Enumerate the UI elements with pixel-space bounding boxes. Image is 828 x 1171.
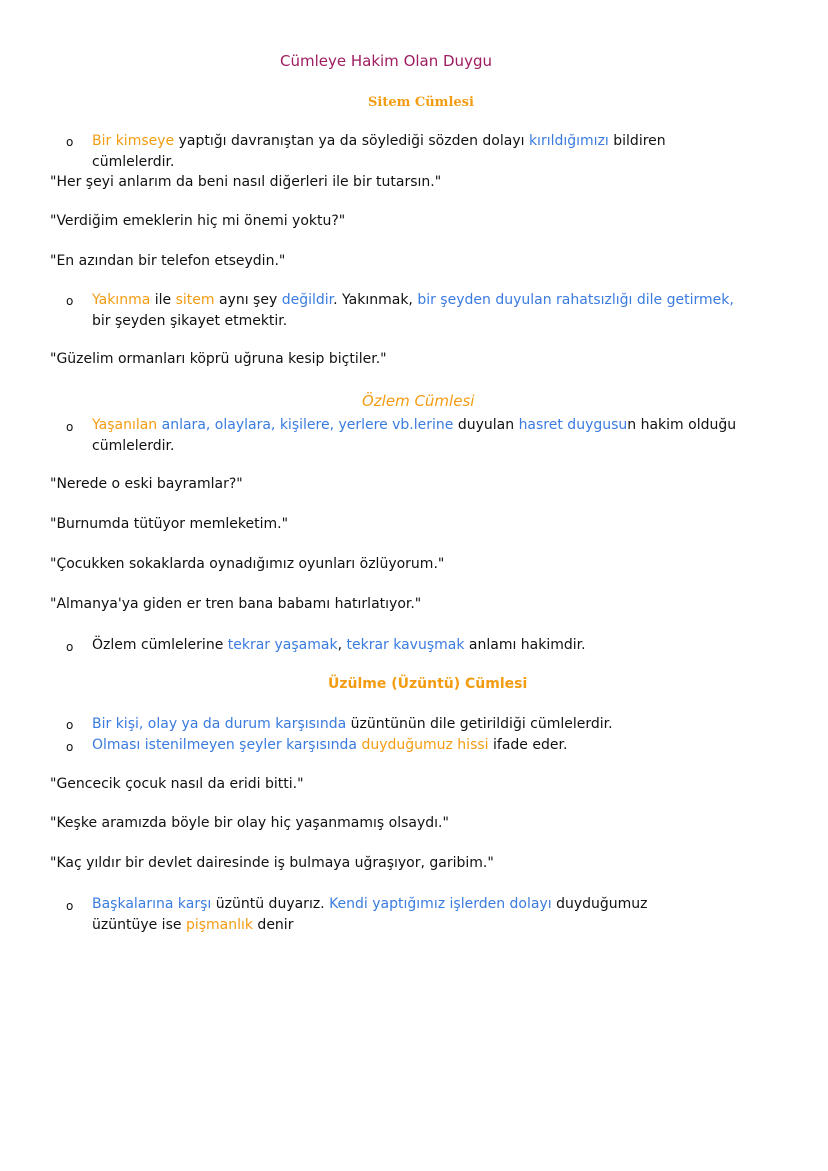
highlight-text: sitem	[175, 292, 215, 308]
highlight-text: Başkalarına karşı	[92, 896, 212, 912]
highlight-text: değildir	[281, 292, 334, 308]
example-quote: "Burnumda tütüyor memleketim."	[50, 516, 289, 532]
example-quote: "En azından bir telefon etseydin."	[50, 253, 286, 269]
example-quote: "Her şeyi anlarım da beni nasıl diğerleri ile bir tutarsın."	[50, 174, 442, 190]
example-quote: "Keşke aramızda böyle bir olay hiç yaşanmamış olsaydı."	[50, 815, 449, 831]
bullet-marker: o	[66, 640, 74, 654]
bullet-marker: o	[66, 135, 74, 149]
highlight-text: tekrar yaşamak	[227, 637, 338, 653]
bullet-marker: o	[66, 740, 74, 754]
section-heading-uzulme: Üzülme (Üzüntü) Cümlesi	[328, 676, 528, 692]
highlight-text: duyduğumuz hissi	[361, 737, 489, 753]
highlight-text: kırıldığımızı	[528, 133, 609, 149]
example-quote: "Çocukken sokaklarda oynadığımız oyunları özlüyorum."	[50, 556, 445, 572]
bullet-marker: o	[66, 294, 74, 308]
highlight-text: anlara, olaylara, kişilere, yerlere vb.lerine	[157, 417, 454, 433]
example-quote: "Verdiğim emeklerin hiç mi önemi yoktu?"	[50, 213, 346, 229]
highlight-text: tekrar kavuşmak	[346, 637, 465, 653]
bullet-marker: o	[66, 899, 74, 913]
highlight-text: pişmanlık	[185, 917, 253, 933]
highlight-text: Kendi yaptığımız işlerden dolayı	[329, 896, 552, 912]
highlight-text: Bir kimseye	[92, 133, 175, 149]
bullet-marker: o	[66, 420, 74, 434]
example-quote: "Güzelim ormanları köprü uğruna kesip biçtiler."	[50, 351, 387, 367]
example-quote: "Almanya'ya giden er tren bana babamı hatırlatıyor."	[50, 596, 422, 612]
highlight-text: Bir kişi, olay ya da durum karşısında	[92, 716, 347, 732]
highlight-text: bir şeyden duyulan rahatsızlığı dile getirmek,	[417, 292, 734, 308]
example-quote: "Nerede o eski bayramlar?"	[50, 476, 243, 492]
page-title: Cümleye Hakim Olan Duygu	[280, 52, 492, 70]
bullet-marker: o	[66, 718, 74, 732]
section-heading-ozlem: Özlem Cümlesi	[362, 392, 475, 410]
highlight-text: Yakınma	[92, 292, 151, 308]
highlight-text: hasret duygusu	[518, 417, 628, 433]
highlight-text: Yaşanılan	[92, 417, 158, 433]
document-page: Cümleye Hakim Olan Duygu Sitem Cümlesi o Bir kimseye yaptığı davranıştan ya da söylediği sözden dolayı kırıldığımızı bildiren cümlelerdir. "Her şeyi anlarım da beni nasıl diğerleri ile bir tutarsın." "Verdiğim emeklerin hiç mi önemi yoktu?" "En azından bir telefon etseydin." o Yakınma ile sitem aynı şey değildir. Yakınmak, bir şeyden duyulan rahatsızlığı dile getirmek, bir şeyden şikayet etmektir. "Güzelim ormanları köprü uğruna kesip biçtiler." Özlem Cümlesi o Yaşanılan anlara, olaylara, kişilere, yerlere vb.lerine duyulan hasret duygusun hakim olduğu cümlelerdir. "Nerede o eski bayramlar?" "Burnumda tütüyor memleketim." "Çocukken sokaklarda oynadığımız oyunları özlüyorum." "Almanya'ya giden er tren bana babamı hatırlatıyor." o Özlem cümlelerine tekrar yaşamak, tekrar kavuşmak anlamı hakimdir. Üzülme (Üzüntü) Cümlesi o Bir kişi, olay ya da durum karşısında üzüntünün dile getirildiği cümlelerdir. o Olması istenilmeyen şeyler karşısında duyduğumuz hissi ifade eder. "Gencecik çocuk nasıl da eridi bitti." "Keşke aramızda böyle bir olay hiç yaşanmamış olsaydı." "Kaç yıldır bir devlet dairesinde iş bulmaya uğraşıyor, garibim." o Başkalarına karşı üzüntü duyarız. Kendi yaptığımız işlerden dolayı duyduğumuz üzüntüye ise pişmanlık denir	[50, 52, 737, 933]
example-quote: "Kaç yıldır bir devlet dairesinde iş bulmaya uğraşıyor, garibim."	[50, 855, 494, 871]
section-heading-sitem: Sitem Cümlesi	[368, 95, 474, 110]
highlight-text: Olması istenilmeyen şeyler karşısında	[92, 737, 357, 753]
example-quote: "Gencecik çocuk nasıl da eridi bitti."	[50, 776, 304, 792]
